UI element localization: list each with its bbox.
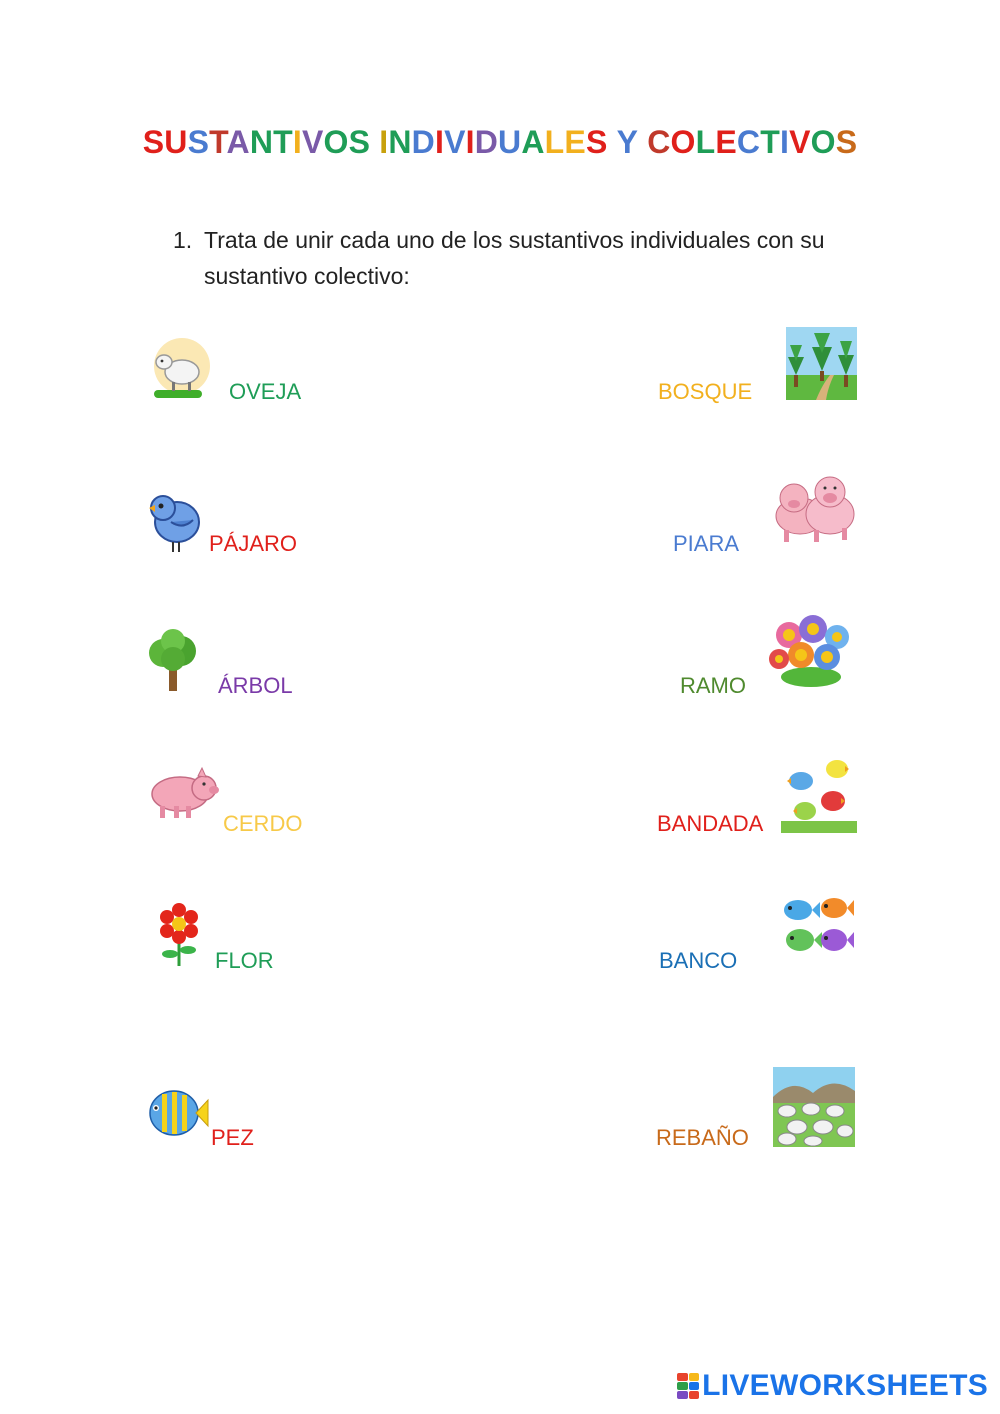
- word-bandada: BANDADA: [657, 811, 764, 836]
- word-rebano: REBAÑO: [656, 1125, 749, 1150]
- title-letter: T: [209, 124, 227, 160]
- word-oveja: OVEJA: [229, 379, 302, 404]
- instruction-text: Trata de unir cada uno de los sustantivos individuales con su sustantivo colectivo:: [204, 227, 825, 289]
- forest-icon: [786, 327, 857, 400]
- word-cerdo: CERDO: [223, 811, 303, 836]
- title-letter: O: [810, 124, 836, 160]
- title-letter: [638, 124, 647, 160]
- title-letter: S: [142, 124, 165, 160]
- instruction-number: 1.: [173, 227, 193, 253]
- fish-school-icon: [776, 890, 856, 970]
- title-letter: U: [498, 124, 522, 160]
- logo-mark-icon: [677, 1373, 699, 1399]
- title-letter: S: [835, 124, 858, 160]
- title-letter: Y: [616, 124, 639, 160]
- title-letter: S: [187, 124, 210, 160]
- birds-flock-icon: [781, 755, 857, 833]
- pig-icon: [146, 766, 222, 820]
- title-letter: O: [323, 124, 349, 160]
- word-bosque: BOSQUE: [658, 379, 753, 404]
- logo-text: LIVEWORKSHEETS: [702, 1369, 988, 1402]
- title-letter: A: [226, 124, 250, 160]
- title-letter: I: [434, 124, 445, 160]
- title-letter: T: [273, 124, 293, 160]
- title-letter: I: [292, 124, 302, 160]
- sheep-icon: [148, 332, 210, 402]
- title-letter: T: [760, 124, 780, 160]
- title-letter: V: [789, 124, 811, 160]
- title-letter: L: [695, 124, 716, 160]
- pigs-group-icon: [770, 468, 858, 546]
- bouquet-icon: [767, 615, 857, 690]
- title-letter: U: [164, 124, 188, 160]
- word-piara: PIARA: [673, 531, 740, 556]
- title-letter: C: [736, 124, 761, 160]
- title-letter: D: [474, 124, 499, 160]
- word-pajaro: PÁJARO: [209, 531, 298, 556]
- title-letter: S: [348, 124, 371, 160]
- word-pez: PEZ: [211, 1125, 254, 1150]
- title-letter: E: [564, 124, 586, 160]
- page-title: [0, 124, 1000, 161]
- word-banco: BANCO: [659, 948, 738, 973]
- word-flor: FLOR: [215, 948, 274, 973]
- title-letter: [607, 124, 616, 160]
- flower-icon: [154, 902, 204, 968]
- title-letter: N: [249, 124, 274, 160]
- flock-of-sheep-icon: [773, 1067, 855, 1147]
- title-letter: I: [779, 124, 790, 160]
- title-letter: L: [544, 124, 565, 160]
- title-letter: S: [585, 124, 608, 160]
- title-letter: V: [444, 124, 466, 160]
- word-ramo: RAMO: [680, 673, 746, 698]
- title-letter: [370, 124, 379, 160]
- title-letter: N: [388, 124, 412, 160]
- title-letter: E: [715, 124, 737, 160]
- title-letter: O: [670, 124, 696, 160]
- fish-icon: [144, 1080, 210, 1146]
- title-letter: D: [411, 124, 435, 160]
- title-letter: C: [647, 124, 671, 160]
- tree-icon: [143, 629, 203, 693]
- title-letter: V: [301, 124, 324, 160]
- title-letter: I: [379, 124, 389, 160]
- bird-icon: [141, 486, 209, 554]
- word-arbol: ÁRBOL: [218, 673, 293, 698]
- title-letter: I: [465, 124, 475, 160]
- title-letter: A: [521, 124, 545, 160]
- liveworksheets-logo: [677, 1368, 988, 1404]
